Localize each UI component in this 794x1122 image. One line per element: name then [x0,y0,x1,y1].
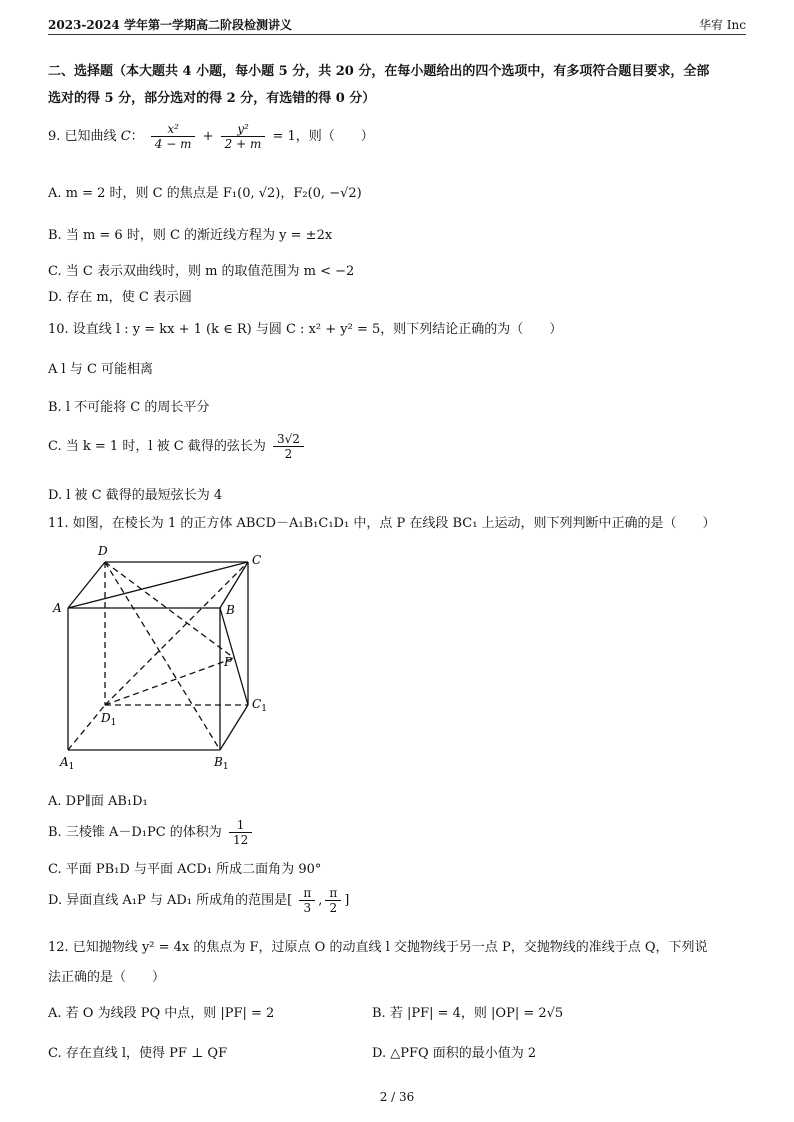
edge-B1-C1 [220,705,248,750]
q10-option-c-fraction [273,432,304,461]
segment-D1-P [105,658,234,705]
q11-option-d [48,886,349,915]
q11-d-frac2-num: π [325,886,341,901]
q11-b-den: 12 [232,833,249,847]
segment-D-P [105,562,234,658]
q9-option-a: A. m = 2 时，则 C 的焦点是 F₁(0, √2)，F₂(0, −√2) [48,186,362,201]
segment-D1-C [105,562,248,705]
q12-option-c: C. 存在直线 l，使得 PF ⊥ QF [48,1046,228,1061]
q11-option-b [48,818,255,847]
header-title: 2023-2024 学年第一学期高二阶段检测讲义 [48,18,292,32]
label-D: D [98,544,108,558]
q10-option-c [48,432,307,461]
q9-option-d: D. 存在 m，使 C 表示圆 [48,290,192,305]
q12-stem-line1: 12. 已知抛物线 y² = 4x 的焦点为 F，过原点 O 的动直线 l 交抛物线于另一点 P，交抛物线的准线于点 Q，下列说 [48,940,708,955]
edge-A1-D1 [68,705,105,750]
q10-option-d: D. l 被 C 截得的最短弦长为 4 [48,488,223,503]
q9-option-c: C. 当 C 表示双曲线时，则 m 的取值范围为 m < −2 [48,264,355,279]
q11-d-frac2-den: 2 [329,901,338,915]
q10-option-c-prefix: C. 当 k = 1 时，l 被 C 截得的弦长为 [48,439,266,454]
section-heading-line2: 选对的得 5 分，部分选对的得 2 分，有选错的得 0 分） [48,91,376,106]
q12-option-b: B. 若 |PF| = 4，则 |OP| = 2√5 [372,1006,564,1021]
edge-B-C [220,562,248,608]
q12-stem-line2: 法正确的是（ ） [48,970,166,985]
q9-frac1-den: 4 − m [154,137,192,151]
label-B: B [226,603,235,617]
q9-frac1-num: x² [151,122,196,137]
q9-fraction-1 [151,122,196,151]
q9-option-b: B. 当 m = 6 时，则 C 的渐近线方程为 y = ±2x [48,228,333,243]
q9-frac2-num: y² [221,122,266,137]
q11-d-fraction-2 [325,886,341,915]
q11-stem: 11. 如图，在棱长为 1 的正方体 ABCD－A₁B₁C₁D₁ 中，点 P 在线段 BC₁ 上运动，则下列判断中正确的是（ ） [48,516,716,531]
edge-A-D [68,562,105,608]
label-A1: $A_1$ [60,755,75,772]
q10-stem: 10. 设直线 l : y = kx + 1 (k ∈ R) 与圆 C : x² + y² = 5，则下列结论正确的为（ ） [48,322,563,337]
label-D1: $D_1$ [101,711,117,728]
q12-option-d: D. △PFQ 面积的最小值为 2 [372,1046,537,1061]
segment-D-B1 [105,562,220,750]
label-C: C [252,553,262,567]
q10-c-den: 2 [284,447,293,461]
label-C1: $C_1$ [252,697,267,714]
q11-d-fraction-1 [299,886,315,915]
q10-option-b: B. l 不可能将 C 的周长平分 [48,400,210,415]
cube-figure [48,540,278,780]
q11-option-d-prefix: D. 异面直线 A₁P 与 AD₁ 所成角的范围是[ [48,893,293,908]
label-P: P [224,655,233,669]
q10-c-num: 3√2 [273,432,304,447]
q10-option-a: A l 与 C 可能相离 [48,362,154,377]
q11-option-b-prefix: B. 三棱锥 A－D₁PC 的体积为 [48,825,222,840]
q9-stem-suffix: = 1，则（ ） [272,129,374,144]
q11-b-num: 1 [229,818,252,833]
label-B1: $B_1$ [214,755,229,772]
label-A: A [53,601,62,615]
q9-frac2-den: 2 + m [224,137,262,151]
q12-option-a: A. 若 O 为线段 PQ 中点，则 |PF| = 2 [48,1006,275,1021]
q11-d-separator: , [318,893,323,908]
q9-stem-prefix: 9. 已知曲线 [48,129,117,144]
page-header [48,12,746,35]
q9-fraction-2 [221,122,266,151]
q11-d-frac1-den: 3 [303,901,312,915]
q11-d-frac1-num: π [299,886,315,901]
q11-option-c: C. 平面 PB₁D 与平面 ACD₁ 所成二面角为 90° [48,862,322,877]
q9-curve-name: C [120,129,131,144]
page-number: 2 / 36 [379,1090,415,1104]
header-brand: 华宥 Inc [698,18,746,32]
section-heading-line1: 二、选择题（本大题共 4 小题，每小题 5 分，共 20 分，在每小题给出的四个选项中，有多项符合题目要求，全部 [48,64,710,79]
q9-stem: 9. 已知曲线 C： $\frac{\text{x²}}{4 - m}$ + $\frac{\text{y²}}{2 + m}$ = 1，则（ ） [48,122,374,151]
q11-option-b-fraction [229,818,252,847]
q11-option-a: A. DP∥面 AB₁D₁ [48,794,148,809]
q11-d-suffix: ] [344,893,350,908]
